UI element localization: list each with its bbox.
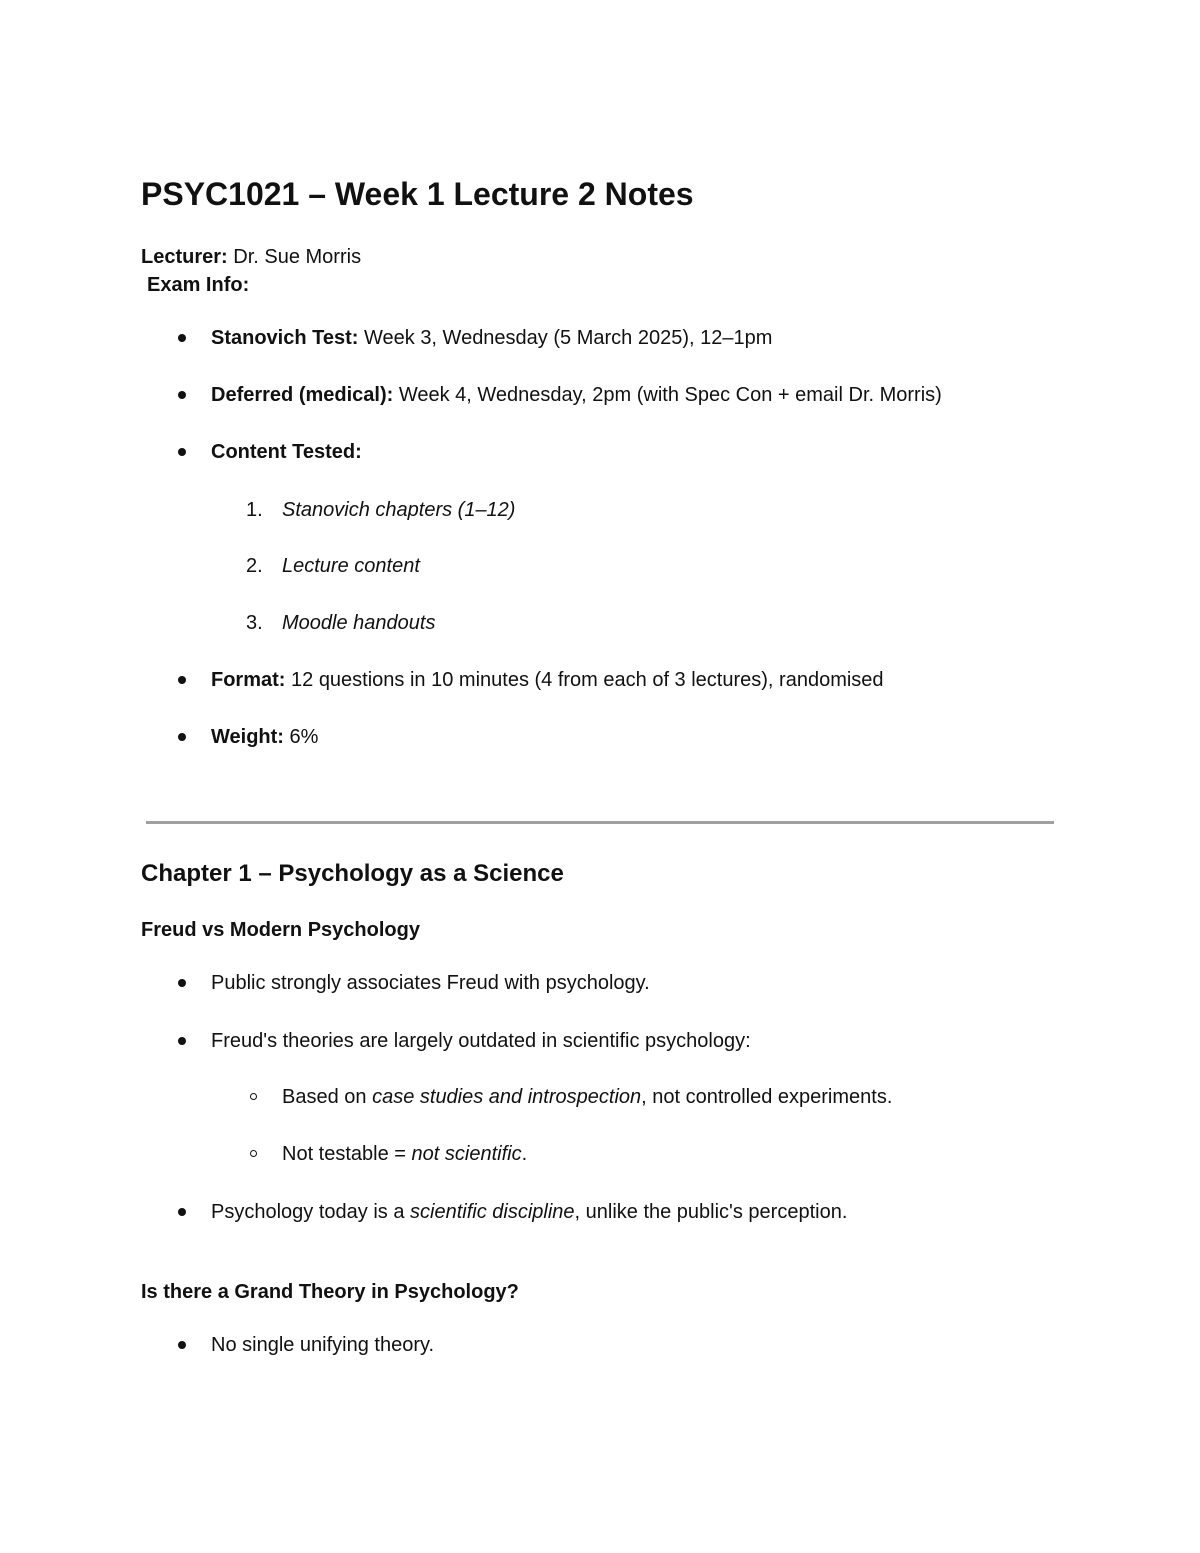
text-segment: . [521, 1143, 528, 1165]
section-heading-grand-theory: Is there a Grand Theory in Psychology? [141, 1281, 519, 1303]
text-segment: Not testable = [282, 1143, 412, 1165]
lecturer-value: Dr. Sue Morris [227, 246, 362, 268]
list-number: 2. [246, 555, 263, 577]
italic-text-segment: scientific discipline [410, 1201, 575, 1223]
hollow-bullet-icon [250, 1150, 257, 1157]
exam-item-label: Stanovich Test: [211, 327, 359, 349]
section-heading-freud: Freud vs Modern Psychology [141, 919, 420, 941]
hollow-bullet-icon [250, 1093, 257, 1100]
exam-item-format [211, 668, 884, 692]
exam-item-text: Week 4, Wednesday, 2pm (with Spec Con + email Dr. Morris) [393, 384, 942, 406]
bullet-icon [178, 733, 186, 741]
list-item: Public strongly associates Freud with psychology. [211, 972, 650, 994]
exam-item-stanovich [211, 326, 772, 350]
list-item [211, 1200, 847, 1224]
lecturer-line [141, 245, 361, 269]
exam-item-text: Week 3, Wednesday (5 March 2025), 12–1pm [358, 327, 773, 349]
chapter-heading: Chapter 1 – Psychology as a Science [141, 860, 564, 887]
lecturer-label: Lecturer: [141, 246, 228, 268]
content-tested-item: Moodle handouts [282, 612, 436, 634]
text-segment: Psychology today is a [211, 1201, 410, 1223]
exam-item-text: 12 questions in 10 minutes (4 from each of 3 lectures), randomised [285, 669, 884, 691]
bullet-icon [178, 391, 186, 399]
exam-item-label: Deferred (medical): [211, 384, 394, 406]
bullet-icon [178, 979, 186, 987]
content-tested-item: Lecture content [282, 555, 420, 577]
list-number: 3. [246, 612, 263, 634]
italic-text-segment: not scientific [411, 1143, 522, 1165]
exam-item-weight [211, 725, 318, 749]
horizontal-divider [146, 821, 1054, 824]
exam-info-label: Exam Info: [147, 274, 250, 296]
exam-item-label: Format: [211, 669, 286, 691]
list-number: 1. [246, 499, 263, 521]
exam-item-content-tested [211, 440, 362, 464]
bullet-icon [178, 1037, 186, 1045]
sub-list-item [282, 1142, 527, 1166]
text-segment: Based on [282, 1086, 373, 1108]
bullet-icon [178, 334, 186, 342]
exam-item-label: Weight: [211, 726, 284, 748]
bullet-icon [178, 448, 186, 456]
bullet-icon [178, 1208, 186, 1216]
bullet-icon [178, 1341, 186, 1349]
exam-item-deferred [211, 383, 942, 407]
text-segment: , unlike the public's perception. [574, 1201, 848, 1223]
bullet-icon [178, 676, 186, 684]
exam-item-label: Content Tested: [211, 441, 362, 463]
sub-list-item [282, 1085, 892, 1109]
list-item: No single unifying theory. [211, 1334, 435, 1356]
content-tested-item: Stanovich chapters (1–12) [282, 499, 516, 521]
document-title: PSYC1021 – Week 1 Lecture 2 Notes [141, 176, 694, 212]
exam-item-text: 6% [283, 726, 319, 748]
text-segment: , not controlled experiments. [641, 1086, 893, 1108]
list-item: Freud's theories are largely outdated in scientific psychology: [211, 1030, 751, 1052]
italic-text-segment: case studies and introspection [372, 1086, 642, 1108]
